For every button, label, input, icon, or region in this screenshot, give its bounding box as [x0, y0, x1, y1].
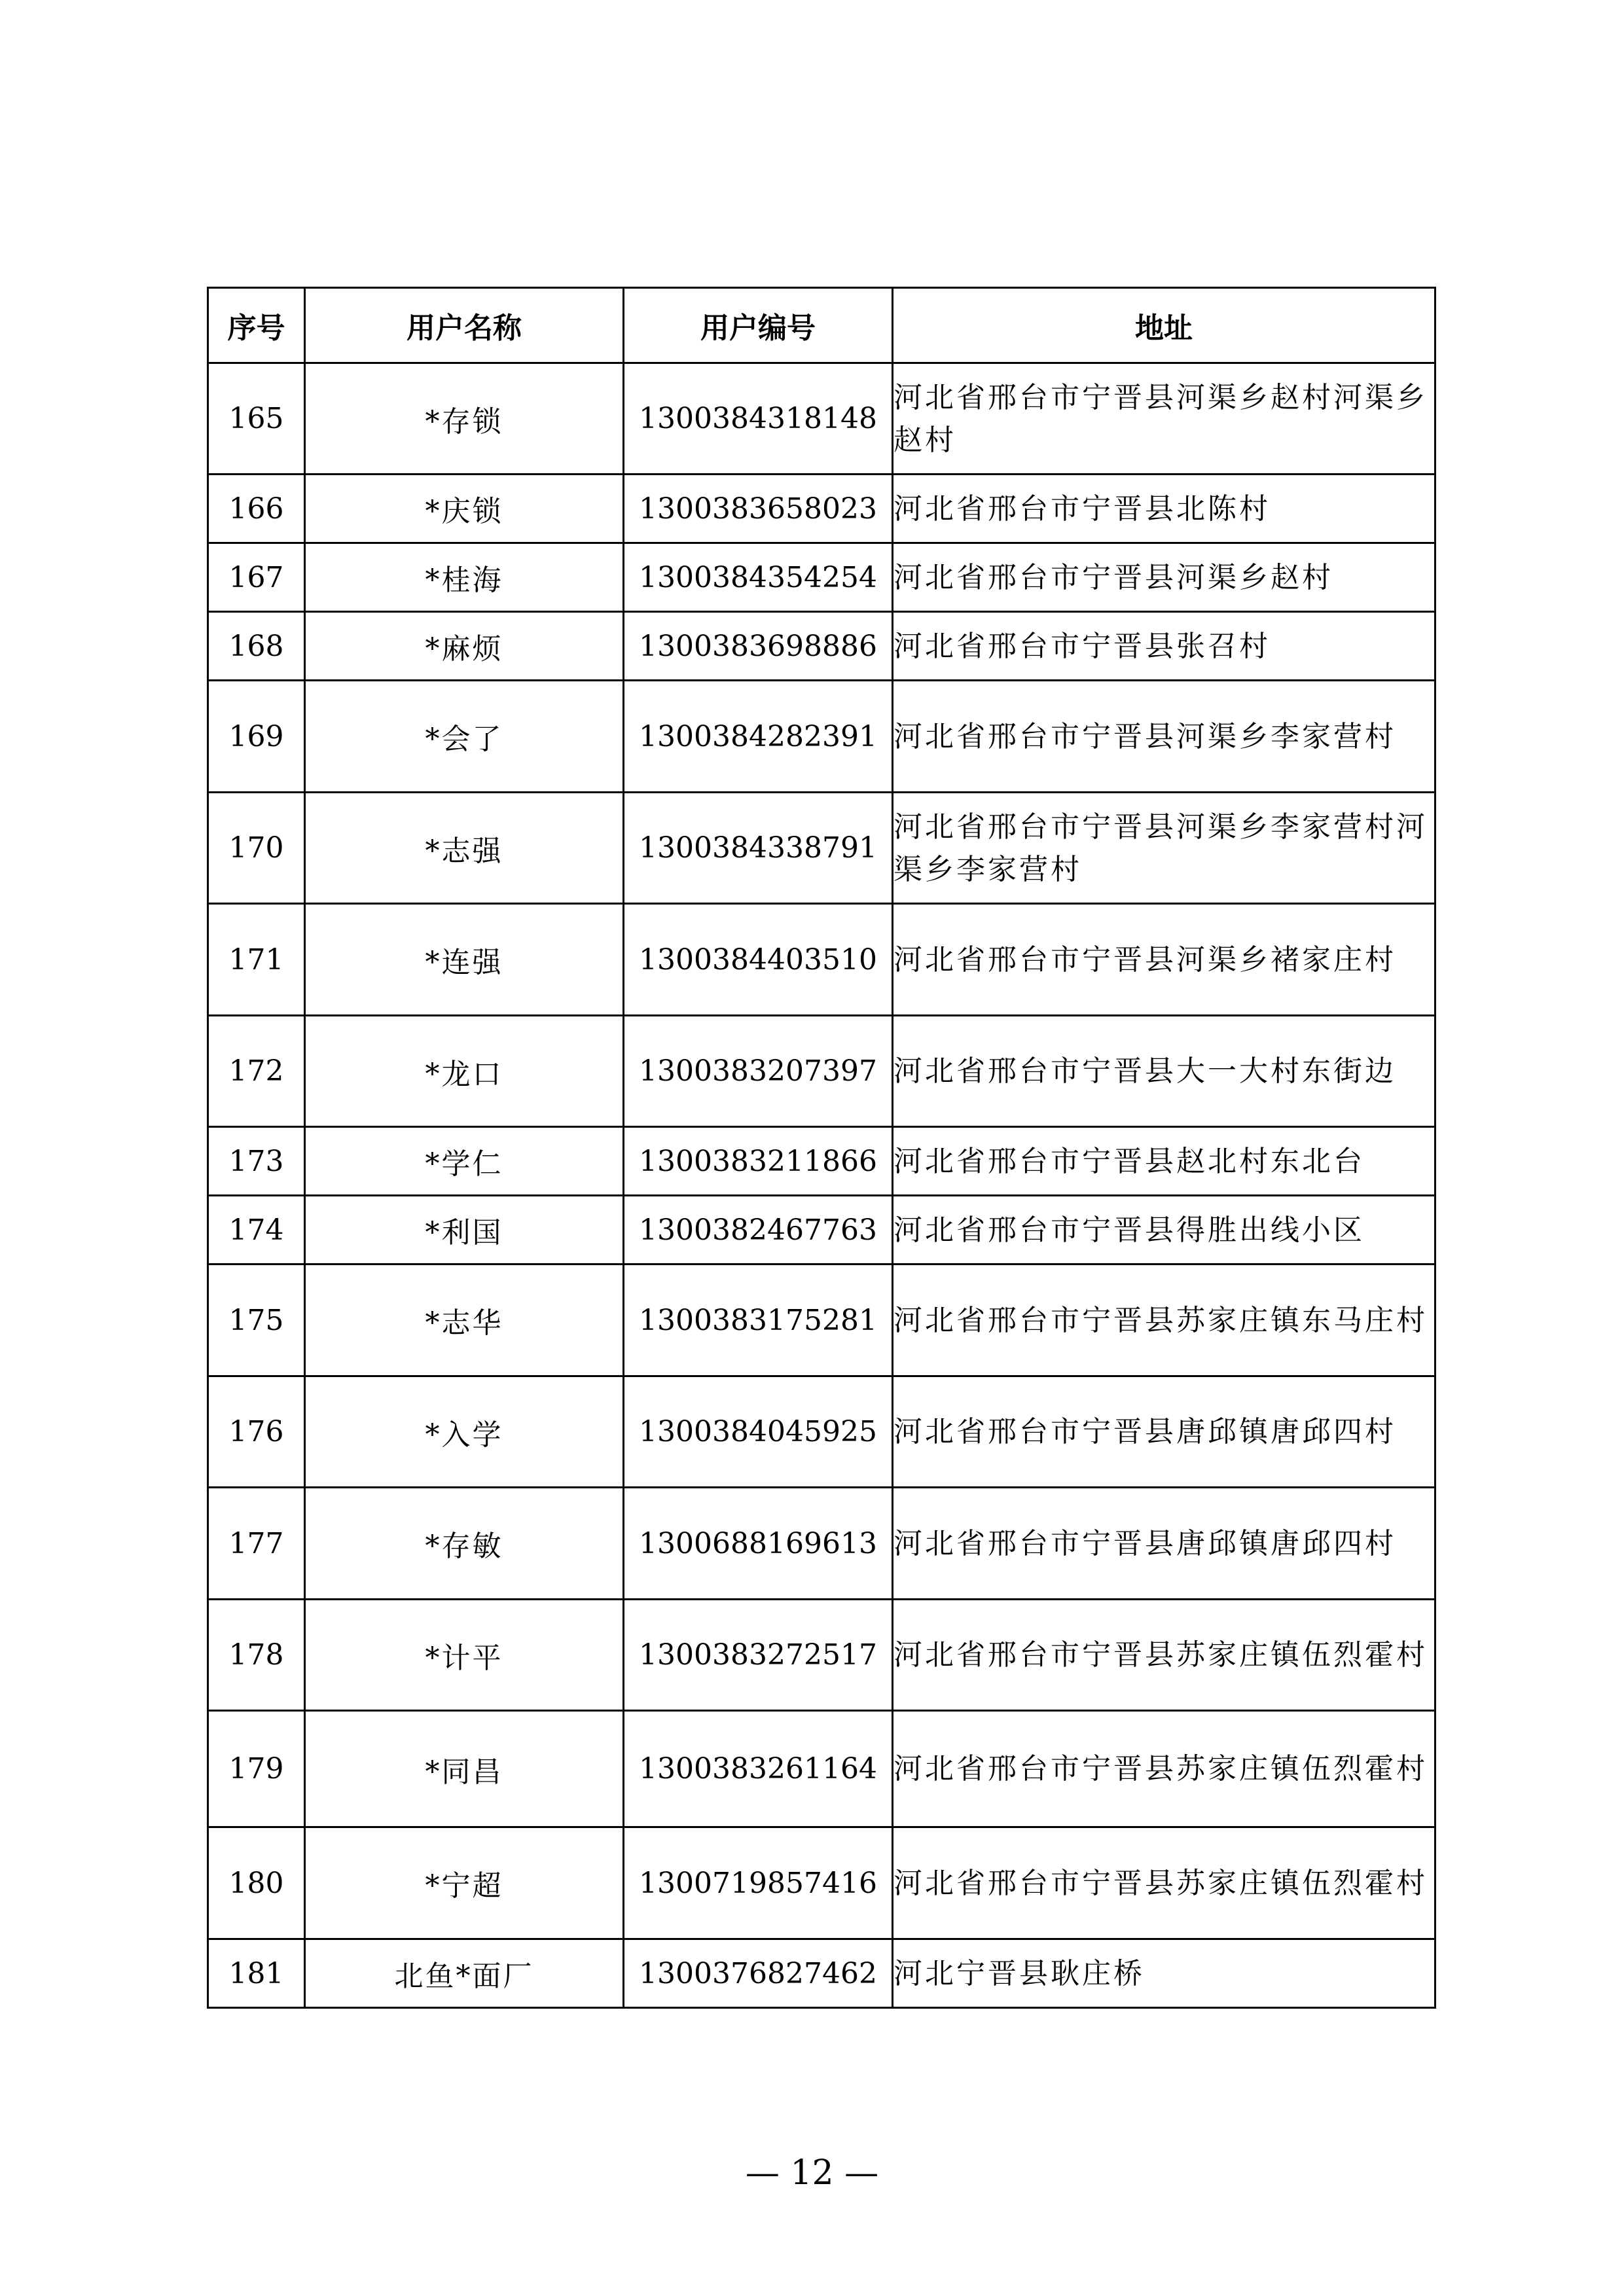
cell-user-id: 1300383261164 — [624, 1711, 893, 1827]
cell-user-name: *桂海 — [305, 543, 624, 612]
cell-seq: 168 — [208, 612, 305, 681]
cell-seq: 169 — [208, 681, 305, 793]
cell-user-name: *连强 — [305, 904, 624, 1016]
cell-user-name: *庆锁 — [305, 475, 624, 543]
cell-user-name: 北鱼*面厂 — [305, 1939, 624, 2008]
cell-seq: 179 — [208, 1711, 305, 1827]
cell-user-id: 1300383175281 — [624, 1265, 893, 1376]
cell-address: 河北省邢台市宁晋县河渠乡赵村河渠乡赵村 — [893, 363, 1435, 475]
cell-user-name: *龙口 — [305, 1016, 624, 1127]
cell-user-name: *志强 — [305, 793, 624, 904]
cell-address: 河北省邢台市宁晋县河渠乡赵村 — [893, 543, 1435, 612]
table-row — [208, 1127, 1435, 1196]
table-row — [208, 1265, 1435, 1376]
cell-seq: 178 — [208, 1600, 305, 1711]
page-number: — 12 — — [745, 2153, 879, 2193]
cell-user-name: *存敏 — [305, 1488, 624, 1600]
table-row — [208, 363, 1435, 475]
cell-address: 河北省邢台市宁晋县河渠乡李家营村河渠乡李家营村 — [893, 793, 1435, 904]
cell-address: 河北省邢台市宁晋县赵北村东北台 — [893, 1127, 1435, 1196]
cell-seq: 181 — [208, 1939, 305, 2008]
header-user-name: 用户名称 — [305, 288, 624, 363]
cell-address: 河北省邢台市宁晋县苏家庄镇伍烈霍村 — [893, 1827, 1435, 1939]
cell-user-name: *麻烦 — [305, 612, 624, 681]
cell-user-id: 1300383207397 — [624, 1016, 893, 1127]
cell-user-id: 1300384318148 — [624, 363, 893, 475]
cell-user-id: 1300382467763 — [624, 1196, 893, 1265]
cell-user-id: 1300384338791 — [624, 793, 893, 904]
cell-user-name: *志华 — [305, 1265, 624, 1376]
table-row — [208, 1827, 1435, 1939]
table-row — [208, 612, 1435, 681]
cell-user-name: *利国 — [305, 1196, 624, 1265]
cell-address: 河北省邢台市宁晋县苏家庄镇东马庄村 — [893, 1265, 1435, 1376]
header-address: 地址 — [893, 288, 1435, 363]
cell-user-name: *宁超 — [305, 1827, 624, 1939]
cell-seq: 177 — [208, 1488, 305, 1600]
cell-user-id: 1300719857416 — [624, 1827, 893, 1939]
cell-address: 河北省邢台市宁晋县唐邱镇唐邱四村 — [893, 1488, 1435, 1600]
cell-user-id: 1300383698886 — [624, 612, 893, 681]
cell-seq: 167 — [208, 543, 305, 612]
table-row — [208, 793, 1435, 904]
cell-user-id: 1300384354254 — [624, 543, 893, 612]
cell-seq: 174 — [208, 1196, 305, 1265]
cell-address: 河北省邢台市宁晋县苏家庄镇伍烈霍村 — [893, 1600, 1435, 1711]
cell-address: 河北省邢台市宁晋县得胜出线小区 — [893, 1196, 1435, 1265]
table-row — [208, 681, 1435, 793]
cell-user-id: 1300383658023 — [624, 475, 893, 543]
cell-address: 河北省邢台市宁晋县张召村 — [893, 612, 1435, 681]
cell-user-id: 1300384045925 — [624, 1376, 893, 1488]
cell-seq: 173 — [208, 1127, 305, 1196]
cell-address: 河北省邢台市宁晋县河渠乡李家营村 — [893, 681, 1435, 793]
cell-user-id: 1300384282391 — [624, 681, 893, 793]
cell-user-id: 1300688169613 — [624, 1488, 893, 1600]
table-row — [208, 1488, 1435, 1600]
cell-seq: 172 — [208, 1016, 305, 1127]
table-row — [208, 543, 1435, 612]
cell-seq: 180 — [208, 1827, 305, 1939]
table-row — [208, 904, 1435, 1016]
table-header-row — [208, 288, 1435, 363]
table-row — [208, 475, 1435, 543]
table-row — [208, 1939, 1435, 2008]
cell-address: 河北宁晋县耿庄桥 — [893, 1939, 1435, 2008]
header-user-id: 用户编号 — [624, 288, 893, 363]
table-row — [208, 1196, 1435, 1265]
table-row — [208, 1600, 1435, 1711]
user-table — [207, 287, 1436, 2009]
table-row — [208, 1376, 1435, 1488]
cell-user-name: *会了 — [305, 681, 624, 793]
cell-seq: 165 — [208, 363, 305, 475]
cell-seq: 175 — [208, 1265, 305, 1376]
cell-seq: 166 — [208, 475, 305, 543]
cell-user-name: *存锁 — [305, 363, 624, 475]
cell-address: 河北省邢台市宁晋县唐邱镇唐邱四村 — [893, 1376, 1435, 1488]
cell-user-name: *同昌 — [305, 1711, 624, 1827]
cell-user-id: 1300376827462 — [624, 1939, 893, 2008]
cell-user-name: *入学 — [305, 1376, 624, 1488]
cell-seq: 171 — [208, 904, 305, 1016]
cell-seq: 176 — [208, 1376, 305, 1488]
table-row — [208, 1711, 1435, 1827]
header-seq: 序号 — [208, 288, 305, 363]
cell-address: 河北省邢台市宁晋县苏家庄镇伍烈霍村 — [893, 1711, 1435, 1827]
cell-user-id: 1300384403510 — [624, 904, 893, 1016]
cell-user-id: 1300383272517 — [624, 1600, 893, 1711]
cell-user-name: *学仁 — [305, 1127, 624, 1196]
cell-address: 河北省邢台市宁晋县河渠乡褚家庄村 — [893, 904, 1435, 1016]
cell-address: 河北省邢台市宁晋县北陈村 — [893, 475, 1435, 543]
cell-user-name: *计平 — [305, 1600, 624, 1711]
cell-user-id: 1300383211866 — [624, 1127, 893, 1196]
cell-seq: 170 — [208, 793, 305, 904]
table-row — [208, 1016, 1435, 1127]
cell-address: 河北省邢台市宁晋县大一大村东街边 — [893, 1016, 1435, 1127]
